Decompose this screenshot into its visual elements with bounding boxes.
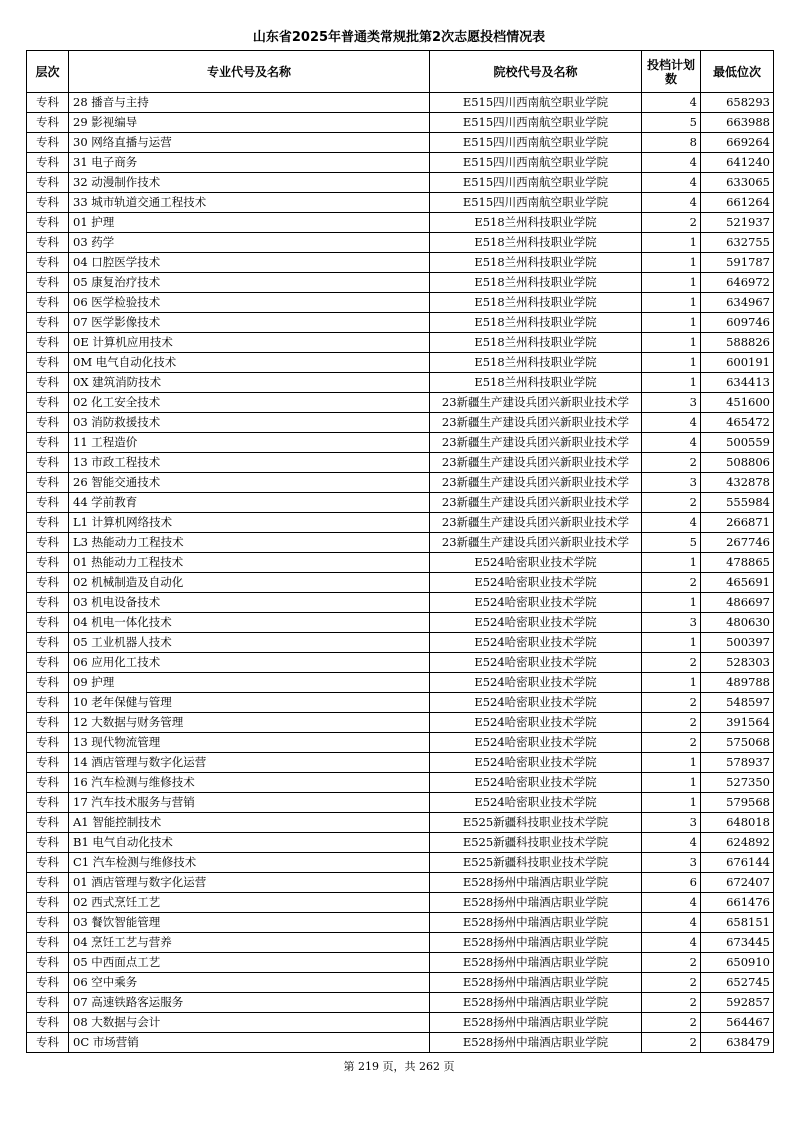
min-rank-cell: 575068	[701, 733, 774, 753]
plan-count-cell: 4	[642, 913, 701, 933]
table-row	[27, 533, 774, 553]
plan-count-cell: 2	[642, 213, 701, 233]
plan-count-cell: 3	[642, 813, 701, 833]
page-title: 山东省2025年普通类常规批第2次志愿投档情况表	[252, 30, 546, 45]
level-cell: 专科	[27, 413, 69, 433]
major-cell: C1 汽车检测与维修技术	[69, 853, 430, 873]
plan-count-cell: 2	[642, 453, 701, 473]
major-cell: 06 空中乘务	[69, 973, 430, 993]
school-cell: E524哈密职业技术学院	[430, 733, 642, 753]
table-row	[27, 633, 774, 653]
level-cell: 专科	[27, 653, 69, 673]
table-row	[27, 313, 774, 333]
header-major: 专业代号及名称	[69, 51, 430, 93]
major-cell: 05 中西面点工艺	[69, 953, 430, 973]
level-cell: 专科	[27, 773, 69, 793]
major-cell: 17 汽车技术服务与营销	[69, 793, 430, 813]
plan-count-cell: 4	[642, 193, 701, 213]
school-cell: E524哈密职业技术学院	[430, 793, 642, 813]
table-row	[27, 1033, 774, 1053]
level-cell: 专科	[27, 113, 69, 133]
major-cell: 0X 建筑消防技术	[69, 373, 430, 393]
major-cell: 32 动漫制作技术	[69, 173, 430, 193]
level-cell: 专科	[27, 213, 69, 233]
min-rank-cell: 548597	[701, 693, 774, 713]
table-row	[27, 473, 774, 493]
level-cell: 专科	[27, 173, 69, 193]
min-rank-cell: 658293	[701, 93, 774, 113]
table-row	[27, 513, 774, 533]
plan-count-cell: 4	[642, 513, 701, 533]
plan-count-cell: 1	[642, 293, 701, 313]
major-cell: 01 热能动力工程技术	[69, 553, 430, 573]
min-rank-cell: 588826	[701, 333, 774, 353]
level-cell: 专科	[27, 293, 69, 313]
school-cell: E515四川西南航空职业学院	[430, 93, 642, 113]
school-cell: E525新疆科技职业技术学院	[430, 813, 642, 833]
level-cell: 专科	[27, 613, 69, 633]
plan-count-cell: 3	[642, 613, 701, 633]
school-cell: E528扬州中瑞酒店职业学院	[430, 993, 642, 1013]
table-row	[27, 193, 774, 213]
plan-count-cell: 2	[642, 973, 701, 993]
level-cell: 专科	[27, 973, 69, 993]
plan-count-cell: 2	[642, 713, 701, 733]
plan-count-cell: 8	[642, 133, 701, 153]
school-cell: E515四川西南航空职业学院	[430, 173, 642, 193]
min-rank-cell: 478865	[701, 553, 774, 573]
plan-count-cell: 4	[642, 153, 701, 173]
table-row	[27, 953, 774, 973]
table-row	[27, 453, 774, 473]
major-cell: 16 汽车检测与维修技术	[69, 773, 430, 793]
min-rank-cell: 486697	[701, 593, 774, 613]
min-rank-cell: 600191	[701, 353, 774, 373]
major-cell: 08 大数据与会计	[69, 1013, 430, 1033]
level-cell: 专科	[27, 853, 69, 873]
level-cell: 专科	[27, 393, 69, 413]
table-row	[27, 113, 774, 133]
plan-count-cell: 1	[642, 273, 701, 293]
level-cell: 专科	[27, 833, 69, 853]
min-rank-cell: 669264	[701, 133, 774, 153]
level-cell: 专科	[27, 373, 69, 393]
table-row	[27, 933, 774, 953]
plan-count-cell: 2	[642, 953, 701, 973]
major-cell: 06 医学检验技术	[69, 293, 430, 313]
school-cell: E518兰州科技职业学院	[430, 373, 642, 393]
school-cell: 23新疆生产建设兵团兴新职业技术学	[430, 453, 642, 473]
plan-count-cell: 4	[642, 93, 701, 113]
major-cell: 29 影视编导	[69, 113, 430, 133]
level-cell: 专科	[27, 573, 69, 593]
school-cell: E524哈密职业技术学院	[430, 713, 642, 733]
school-cell: E518兰州科技职业学院	[430, 353, 642, 373]
major-cell: 05 康复治疗技术	[69, 273, 430, 293]
school-cell: E525新疆科技职业技术学院	[430, 833, 642, 853]
school-cell: E518兰州科技职业学院	[430, 333, 642, 353]
level-cell: 专科	[27, 333, 69, 353]
min-rank-cell: 591787	[701, 253, 774, 273]
major-cell: 06 应用化工技术	[69, 653, 430, 673]
major-cell: 04 口腔医学技术	[69, 253, 430, 273]
level-cell: 专科	[27, 533, 69, 553]
header-school: 院校代号及名称	[430, 51, 642, 93]
table-row	[27, 773, 774, 793]
min-rank-cell: 521937	[701, 213, 774, 233]
table-row	[27, 833, 774, 853]
min-rank-cell: 266871	[701, 513, 774, 533]
table-row	[27, 873, 774, 893]
min-rank-cell: 564467	[701, 1013, 774, 1033]
table-row	[27, 133, 774, 153]
table-row	[27, 853, 774, 873]
plan-count-cell: 1	[642, 313, 701, 333]
table-row	[27, 673, 774, 693]
table-row	[27, 653, 774, 673]
level-cell: 专科	[27, 813, 69, 833]
min-rank-cell: 489788	[701, 673, 774, 693]
plan-count-cell: 1	[642, 753, 701, 773]
table-row	[27, 553, 774, 573]
table-row	[27, 273, 774, 293]
level-cell: 专科	[27, 273, 69, 293]
min-rank-cell: 658151	[701, 913, 774, 933]
level-cell: 专科	[27, 913, 69, 933]
major-cell: 0E 计算机应用技术	[69, 333, 430, 353]
plan-count-cell: 2	[642, 573, 701, 593]
plan-count-cell: 3	[642, 473, 701, 493]
plan-count-cell: 4	[642, 833, 701, 853]
plan-count-cell: 1	[642, 233, 701, 253]
major-cell: 03 机电设备技术	[69, 593, 430, 613]
level-cell: 专科	[27, 353, 69, 373]
min-rank-cell: 672407	[701, 873, 774, 893]
level-cell: 专科	[27, 453, 69, 473]
school-cell: E524哈密职业技术学院	[430, 573, 642, 593]
major-cell: A1 智能控制技术	[69, 813, 430, 833]
major-cell: 01 护理	[69, 213, 430, 233]
min-rank-cell: 432878	[701, 473, 774, 493]
plan-count-cell: 5	[642, 113, 701, 133]
major-cell: 13 现代物流管理	[69, 733, 430, 753]
plan-count-cell: 1	[642, 793, 701, 813]
school-cell: E515四川西南航空职业学院	[430, 113, 642, 133]
plan-count-cell: 4	[642, 893, 701, 913]
table-row	[27, 1013, 774, 1033]
table-row	[27, 253, 774, 273]
table-row	[27, 413, 774, 433]
level-cell: 专科	[27, 193, 69, 213]
level-cell: 专科	[27, 953, 69, 973]
plan-count-cell: 6	[642, 873, 701, 893]
table-row	[27, 373, 774, 393]
min-rank-cell: 579568	[701, 793, 774, 813]
plan-count-cell: 2	[642, 993, 701, 1013]
level-cell: 专科	[27, 693, 69, 713]
min-rank-cell: 500559	[701, 433, 774, 453]
plan-count-cell: 1	[642, 633, 701, 653]
level-cell: 专科	[27, 793, 69, 813]
min-rank-cell: 500397	[701, 633, 774, 653]
plan-count-cell: 4	[642, 933, 701, 953]
major-cell: 10 老年保健与管理	[69, 693, 430, 713]
table-row	[27, 153, 774, 173]
plan-count-cell: 2	[642, 653, 701, 673]
major-cell: 03 消防救援技术	[69, 413, 430, 433]
min-rank-cell: 673445	[701, 933, 774, 953]
major-cell: 0M 电气自动化技术	[69, 353, 430, 373]
plan-count-cell: 3	[642, 853, 701, 873]
table-row	[27, 993, 774, 1013]
school-cell: E528扬州中瑞酒店职业学院	[430, 973, 642, 993]
major-cell: 04 烹饪工艺与营养	[69, 933, 430, 953]
major-cell: 14 酒店管理与数字化运营	[69, 753, 430, 773]
school-cell: 23新疆生产建设兵团兴新职业技术学	[430, 533, 642, 553]
school-cell: E518兰州科技职业学院	[430, 313, 642, 333]
min-rank-cell: 592857	[701, 993, 774, 1013]
min-rank-cell: 638479	[701, 1033, 774, 1053]
table-row	[27, 173, 774, 193]
plan-count-cell: 2	[642, 1033, 701, 1053]
table-row	[27, 333, 774, 353]
plan-count-cell: 4	[642, 433, 701, 453]
table-row	[27, 213, 774, 233]
table-row	[27, 893, 774, 913]
min-rank-cell: 465472	[701, 413, 774, 433]
min-rank-cell: 634413	[701, 373, 774, 393]
major-cell: 03 餐饮智能管理	[69, 913, 430, 933]
major-cell: 11 工程造价	[69, 433, 430, 453]
level-cell: 专科	[27, 993, 69, 1013]
level-cell: 专科	[27, 553, 69, 573]
plan-count-cell: 1	[642, 593, 701, 613]
level-cell: 专科	[27, 933, 69, 953]
table-row	[27, 713, 774, 733]
level-cell: 专科	[27, 253, 69, 273]
table-row	[27, 353, 774, 373]
table-row	[27, 613, 774, 633]
min-rank-cell: 634967	[701, 293, 774, 313]
level-cell: 专科	[27, 753, 69, 773]
school-cell: E524哈密职业技术学院	[430, 693, 642, 713]
header-plan: 投档计划数	[642, 51, 701, 93]
school-cell: E528扬州中瑞酒店职业学院	[430, 873, 642, 893]
school-cell: E524哈密职业技术学院	[430, 633, 642, 653]
table-row	[27, 813, 774, 833]
school-cell: E525新疆科技职业技术学院	[430, 853, 642, 873]
school-cell: E515四川西南航空职业学院	[430, 193, 642, 213]
major-cell: L3 热能动力工程技术	[69, 533, 430, 553]
table-row	[27, 913, 774, 933]
level-cell: 专科	[27, 873, 69, 893]
plan-count-cell: 5	[642, 533, 701, 553]
page-footer: 第 219 页，共 262 页	[343, 1060, 455, 1073]
school-cell: E528扬州中瑞酒店职业学院	[430, 1013, 642, 1033]
school-cell: E518兰州科技职业学院	[430, 273, 642, 293]
level-cell: 专科	[27, 313, 69, 333]
plan-count-cell: 1	[642, 333, 701, 353]
major-cell: 44 学前教育	[69, 493, 430, 513]
school-cell: E524哈密职业技术学院	[430, 613, 642, 633]
major-cell: 02 化工安全技术	[69, 393, 430, 413]
min-rank-cell: 676144	[701, 853, 774, 873]
major-cell: 03 药学	[69, 233, 430, 253]
min-rank-cell: 578937	[701, 753, 774, 773]
min-rank-cell: 451600	[701, 393, 774, 413]
plan-count-cell: 1	[642, 373, 701, 393]
min-rank-cell: 624892	[701, 833, 774, 853]
school-cell: E524哈密职业技术学院	[430, 553, 642, 573]
major-cell: 05 工业机器人技术	[69, 633, 430, 653]
school-cell: 23新疆生产建设兵团兴新职业技术学	[430, 413, 642, 433]
table-header-row	[27, 51, 774, 93]
school-cell: E518兰州科技职业学院	[430, 233, 642, 253]
table-row	[27, 593, 774, 613]
level-cell: 专科	[27, 513, 69, 533]
level-cell: 专科	[27, 433, 69, 453]
table-row	[27, 733, 774, 753]
table-row	[27, 93, 774, 113]
level-cell: 专科	[27, 473, 69, 493]
min-rank-cell: 661264	[701, 193, 774, 213]
level-cell: 专科	[27, 1033, 69, 1053]
table-row	[27, 493, 774, 513]
school-cell: E528扬州中瑞酒店职业学院	[430, 913, 642, 933]
major-cell: 26 智能交通技术	[69, 473, 430, 493]
min-rank-cell: 480630	[701, 613, 774, 633]
school-cell: E524哈密职业技术学院	[430, 653, 642, 673]
school-cell: E528扬州中瑞酒店职业学院	[430, 893, 642, 913]
major-cell: 12 大数据与财务管理	[69, 713, 430, 733]
header-rank: 最低位次	[701, 51, 774, 93]
level-cell: 专科	[27, 233, 69, 253]
plan-count-cell: 2	[642, 733, 701, 753]
min-rank-cell: 267746	[701, 533, 774, 553]
school-cell: E524哈密职业技术学院	[430, 773, 642, 793]
min-rank-cell: 663988	[701, 113, 774, 133]
plan-count-cell: 1	[642, 553, 701, 573]
level-cell: 专科	[27, 633, 69, 653]
major-cell: 0C 市场营销	[69, 1033, 430, 1053]
major-cell: 07 医学影像技术	[69, 313, 430, 333]
plan-count-cell: 3	[642, 393, 701, 413]
plan-count-cell: 1	[642, 673, 701, 693]
table-row	[27, 293, 774, 313]
school-cell: E515四川西南航空职业学院	[430, 133, 642, 153]
school-cell: E524哈密职业技术学院	[430, 593, 642, 613]
level-cell: 专科	[27, 713, 69, 733]
level-cell: 专科	[27, 1013, 69, 1033]
table-row	[27, 233, 774, 253]
min-rank-cell: 527350	[701, 773, 774, 793]
major-cell: 02 机械制造及自动化	[69, 573, 430, 593]
min-rank-cell: 555984	[701, 493, 774, 513]
level-cell: 专科	[27, 593, 69, 613]
level-cell: 专科	[27, 153, 69, 173]
table-row	[27, 973, 774, 993]
level-cell: 专科	[27, 133, 69, 153]
min-rank-cell: 652745	[701, 973, 774, 993]
plan-count-cell: 1	[642, 253, 701, 273]
min-rank-cell: 650910	[701, 953, 774, 973]
min-rank-cell: 661476	[701, 893, 774, 913]
major-cell: 13 市政工程技术	[69, 453, 430, 473]
table-row	[27, 393, 774, 413]
major-cell: 07 高速铁路客运服务	[69, 993, 430, 1013]
table-row	[27, 753, 774, 773]
major-cell: 09 护理	[69, 673, 430, 693]
school-cell: E528扬州中瑞酒店职业学院	[430, 953, 642, 973]
plan-count-cell: 2	[642, 493, 701, 513]
min-rank-cell: 632755	[701, 233, 774, 253]
table-row	[27, 793, 774, 813]
min-rank-cell: 528303	[701, 653, 774, 673]
major-cell: 02 西式烹饪工艺	[69, 893, 430, 913]
major-cell: 30 网络直播与运营	[69, 133, 430, 153]
level-cell: 专科	[27, 733, 69, 753]
major-cell: 04 机电一体化技术	[69, 613, 430, 633]
header-level: 层次	[27, 51, 69, 93]
table-row	[27, 433, 774, 453]
school-cell: E518兰州科技职业学院	[430, 253, 642, 273]
plan-count-cell: 4	[642, 413, 701, 433]
school-cell: E524哈密职业技术学院	[430, 673, 642, 693]
school-cell: 23新疆生产建设兵团兴新职业技术学	[430, 393, 642, 413]
school-cell: E515四川西南航空职业学院	[430, 153, 642, 173]
school-cell: 23新疆生产建设兵团兴新职业技术学	[430, 473, 642, 493]
level-cell: 专科	[27, 893, 69, 913]
school-cell: E528扬州中瑞酒店职业学院	[430, 933, 642, 953]
school-cell: E518兰州科技职业学院	[430, 293, 642, 313]
level-cell: 专科	[27, 493, 69, 513]
min-rank-cell: 465691	[701, 573, 774, 593]
school-cell: 23新疆生产建设兵团兴新职业技术学	[430, 493, 642, 513]
table-row	[27, 573, 774, 593]
major-cell: 31 电子商务	[69, 153, 430, 173]
plan-count-cell: 1	[642, 773, 701, 793]
min-rank-cell: 648018	[701, 813, 774, 833]
min-rank-cell: 641240	[701, 153, 774, 173]
table-row	[27, 693, 774, 713]
plan-count-cell: 2	[642, 693, 701, 713]
major-cell: L1 计算机网络技术	[69, 513, 430, 533]
admission-table	[26, 50, 774, 1053]
school-cell: E518兰州科技职业学院	[430, 213, 642, 233]
plan-count-cell: 2	[642, 1013, 701, 1033]
plan-count-cell: 4	[642, 173, 701, 193]
school-cell: 23新疆生产建设兵团兴新职业技术学	[430, 513, 642, 533]
major-cell: 33 城市轨道交通工程技术	[69, 193, 430, 213]
major-cell: 01 酒店管理与数字化运营	[69, 873, 430, 893]
min-rank-cell: 391564	[701, 713, 774, 733]
plan-count-cell: 1	[642, 353, 701, 373]
major-cell: B1 电气自动化技术	[69, 833, 430, 853]
min-rank-cell: 609746	[701, 313, 774, 333]
major-cell: 28 播音与主持	[69, 93, 430, 113]
min-rank-cell: 508806	[701, 453, 774, 473]
level-cell: 专科	[27, 93, 69, 113]
school-cell: E528扬州中瑞酒店职业学院	[430, 1033, 642, 1053]
level-cell: 专科	[27, 673, 69, 693]
school-cell: E524哈密职业技术学院	[430, 753, 642, 773]
min-rank-cell: 633065	[701, 173, 774, 193]
min-rank-cell: 646972	[701, 273, 774, 293]
school-cell: 23新疆生产建设兵团兴新职业技术学	[430, 433, 642, 453]
